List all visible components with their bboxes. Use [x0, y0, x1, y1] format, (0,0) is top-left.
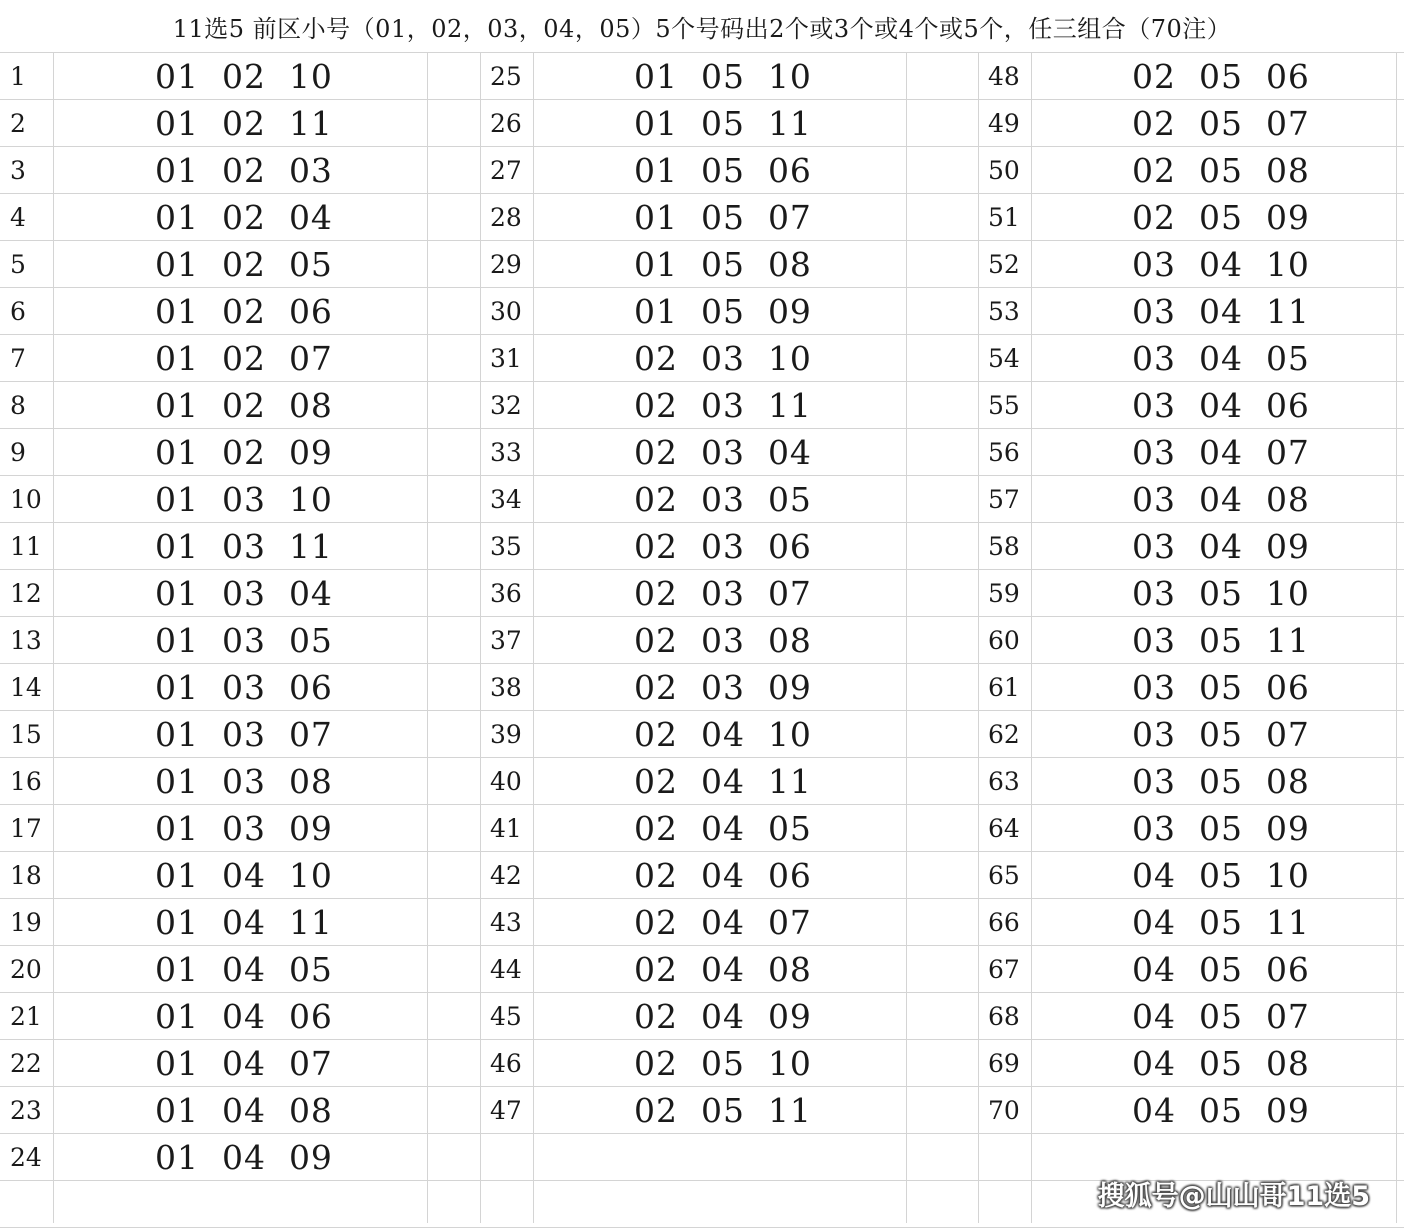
row-number: 42 [490, 861, 522, 890]
number-combination: 03 04 06 [1132, 386, 1310, 425]
row-number: 30 [490, 297, 522, 326]
number-combination: 01 03 06 [155, 668, 333, 707]
number-combination: 02 03 05 [634, 480, 812, 519]
number-combination: 01 04 10 [155, 856, 333, 895]
row-number: 32 [490, 391, 522, 420]
watermark: 搜狐号@山山哥11选5 [1097, 1181, 1370, 1212]
number-combination: 01 04 08 [155, 1091, 333, 1130]
row-number: 52 [988, 250, 1020, 279]
row-number: 62 [988, 720, 1020, 749]
number-combination: 03 05 09 [1132, 809, 1310, 848]
number-combination: 02 03 08 [634, 621, 812, 660]
row-number: 56 [988, 438, 1020, 467]
row-number: 17 [10, 814, 42, 843]
row-number: 18 [10, 861, 42, 890]
row-number: 21 [10, 1002, 42, 1031]
row-number: 31 [490, 344, 522, 373]
number-combination: 02 05 07 [1132, 104, 1310, 143]
number-combination: 01 03 07 [155, 715, 333, 754]
row-number: 39 [490, 720, 522, 749]
row-number: 47 [490, 1096, 522, 1125]
row-number: 59 [988, 579, 1020, 608]
number-combination: 03 05 11 [1132, 621, 1310, 660]
number-combination: 01 04 11 [155, 903, 333, 942]
number-combination: 02 03 07 [634, 574, 812, 613]
row-number: 8 [10, 391, 26, 420]
row-number: 35 [490, 532, 522, 561]
number-combination: 01 02 10 [155, 57, 333, 96]
number-combination: 03 04 11 [1132, 292, 1310, 331]
sheet-title: 11选5 前区小号（01，02，03，04，05）5个号码出2个或3个或4个或5个，任三组合（70注） [172, 14, 1232, 43]
grid-column-line [1396, 52, 1397, 1223]
row-number: 26 [490, 109, 522, 138]
row-number: 36 [490, 579, 522, 608]
row-number: 58 [988, 532, 1020, 561]
row-number: 6 [10, 297, 26, 326]
number-combination: 02 04 11 [634, 762, 812, 801]
row-number: 51 [988, 203, 1020, 232]
row-number: 43 [490, 908, 522, 937]
number-combination: 02 05 10 [634, 1044, 812, 1083]
number-combination: 01 04 09 [155, 1138, 333, 1177]
number-combination: 02 03 04 [634, 433, 812, 472]
number-combination: 01 03 05 [155, 621, 333, 660]
number-combination: 02 05 09 [1132, 198, 1310, 237]
number-combination: 02 03 10 [634, 339, 812, 378]
number-combination: 03 04 08 [1132, 480, 1310, 519]
number-combination: 01 04 07 [155, 1044, 333, 1083]
row-number: 69 [988, 1049, 1020, 1078]
number-combination: 02 03 09 [634, 668, 812, 707]
row-number: 16 [10, 767, 42, 796]
grid-column-line [480, 52, 481, 1223]
number-combination: 04 05 08 [1132, 1044, 1310, 1083]
number-combination: 01 04 06 [155, 997, 333, 1036]
number-combination: 02 03 06 [634, 527, 812, 566]
row-number: 27 [490, 156, 522, 185]
number-combination: 01 05 10 [634, 57, 812, 96]
number-combination: 01 05 11 [634, 104, 812, 143]
number-combination: 01 02 03 [155, 151, 333, 190]
number-combination: 02 04 06 [634, 856, 812, 895]
number-combination: 01 02 07 [155, 339, 333, 378]
row-number: 40 [490, 767, 522, 796]
row-number: 1 [10, 62, 26, 91]
number-combination: 02 04 09 [634, 997, 812, 1036]
row-number: 38 [490, 673, 522, 702]
row-number: 66 [988, 908, 1020, 937]
row-number: 49 [988, 109, 1020, 138]
number-combination: 03 05 10 [1132, 574, 1310, 613]
row-number: 24 [10, 1143, 42, 1172]
row-number: 50 [988, 156, 1020, 185]
row-number: 55 [988, 391, 1020, 420]
number-combination: 02 05 06 [1132, 57, 1310, 96]
row-number: 61 [988, 673, 1020, 702]
row-number: 45 [490, 1002, 522, 1031]
number-combination: 02 04 10 [634, 715, 812, 754]
row-number: 23 [10, 1096, 42, 1125]
number-combination: 01 02 11 [155, 104, 333, 143]
row-number: 70 [988, 1096, 1020, 1125]
number-combination: 01 03 09 [155, 809, 333, 848]
row-number: 64 [988, 814, 1020, 843]
number-combination: 03 04 07 [1132, 433, 1310, 472]
row-number: 54 [988, 344, 1020, 373]
number-combination: 03 05 07 [1132, 715, 1310, 754]
row-number: 67 [988, 955, 1020, 984]
number-combination: 03 04 09 [1132, 527, 1310, 566]
number-combination: 04 05 06 [1132, 950, 1310, 989]
row-number: 41 [490, 814, 522, 843]
number-combination: 02 04 08 [634, 950, 812, 989]
row-number: 15 [10, 720, 42, 749]
row-number: 48 [988, 62, 1020, 91]
row-number: 9 [10, 438, 26, 467]
row-number: 68 [988, 1002, 1020, 1031]
number-combination: 02 04 07 [634, 903, 812, 942]
row-number: 11 [10, 532, 42, 561]
number-combination: 04 05 11 [1132, 903, 1310, 942]
row-number: 29 [490, 250, 522, 279]
row-number: 10 [10, 485, 42, 514]
number-combination: 03 05 08 [1132, 762, 1310, 801]
row-number: 63 [988, 767, 1020, 796]
row-number: 37 [490, 626, 522, 655]
number-combination: 01 04 05 [155, 950, 333, 989]
number-combination: 01 03 11 [155, 527, 333, 566]
row-number: 5 [10, 250, 26, 279]
row-number: 65 [988, 861, 1020, 890]
number-combination: 02 04 05 [634, 809, 812, 848]
row-number: 19 [10, 908, 42, 937]
row-number: 46 [490, 1049, 522, 1078]
number-combination: 01 02 09 [155, 433, 333, 472]
number-combination: 01 05 07 [634, 198, 812, 237]
grid-column-line [978, 52, 979, 1223]
number-combination: 02 03 11 [634, 386, 812, 425]
number-combination: 01 02 06 [155, 292, 333, 331]
row-number: 57 [988, 485, 1020, 514]
number-combination: 01 05 08 [634, 245, 812, 284]
grid-column-line [906, 52, 907, 1223]
number-combination: 01 02 08 [155, 386, 333, 425]
number-combination: 02 05 08 [1132, 151, 1310, 190]
row-number: 28 [490, 203, 522, 232]
row-number: 34 [490, 485, 522, 514]
number-combination: 03 04 10 [1132, 245, 1310, 284]
number-combination: 02 05 11 [634, 1091, 812, 1130]
row-number: 14 [10, 673, 42, 702]
row-number: 53 [988, 297, 1020, 326]
number-combination: 03 05 06 [1132, 668, 1310, 707]
number-combination: 04 05 09 [1132, 1091, 1310, 1130]
row-number: 25 [490, 62, 522, 91]
row-number: 44 [490, 955, 522, 984]
row-number: 2 [10, 109, 26, 138]
number-combination: 01 02 05 [155, 245, 333, 284]
row-number: 4 [10, 203, 26, 232]
row-number: 60 [988, 626, 1020, 655]
row-number: 12 [10, 579, 42, 608]
number-combination: 01 05 06 [634, 151, 812, 190]
grid-column-line [427, 52, 428, 1223]
row-number: 13 [10, 626, 42, 655]
number-combination: 01 03 10 [155, 480, 333, 519]
number-combination: 01 03 04 [155, 574, 333, 613]
number-combination: 04 05 10 [1132, 856, 1310, 895]
row-number: 20 [10, 955, 42, 984]
row-number: 22 [10, 1049, 42, 1078]
number-combination: 04 05 07 [1132, 997, 1310, 1036]
row-number: 33 [490, 438, 522, 467]
number-combination: 01 03 08 [155, 762, 333, 801]
row-number: 3 [10, 156, 26, 185]
row-number: 7 [10, 344, 26, 373]
number-combination: 01 05 09 [634, 292, 812, 331]
number-combination: 03 04 05 [1132, 339, 1310, 378]
number-combination: 01 02 04 [155, 198, 333, 237]
